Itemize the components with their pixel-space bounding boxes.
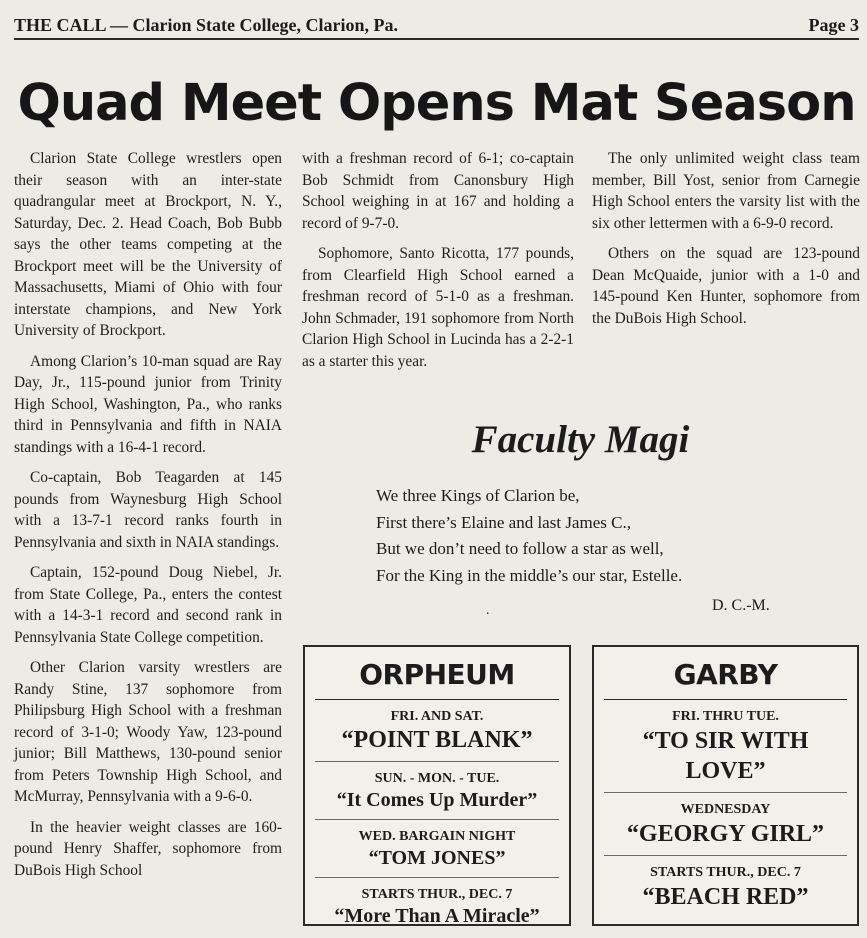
page-header: [14, 12, 859, 40]
orpheum-ad: [303, 645, 571, 926]
film-title: “POINT BLANK”: [341, 727, 533, 753]
showing-date: STARTS THUR., DEC. 7: [650, 865, 801, 880]
poem-line: But we don’t need to follow a star as well,: [376, 539, 664, 558]
showing-date: SUN. - MON. - TUE.: [374, 771, 500, 786]
film-title: “TO SIR WITH LOVE”: [642, 728, 809, 784]
page-number: Page 3: [808, 15, 859, 35]
showing-date: STARTS THUR., DEC. 7: [361, 887, 513, 902]
article-column-3: [592, 148, 860, 338]
article-column-1: [14, 148, 282, 890]
paragraph: Others on the squad are 123-pound Dean McQuaide, junior with a 1-0 and 145-pound Ken Hunter, sophomore from the DuBois High School.: [592, 245, 860, 327]
paragraph: In the heavier weight classes are 160-pound Henry Shaffer, sophomore from DuBois High School: [14, 818, 282, 879]
poem-title: Faculty Magi: [471, 418, 690, 461]
showing: [315, 820, 559, 878]
film-title: “More Than A Miracle”: [334, 905, 540, 926]
showing: [604, 700, 847, 793]
poem-signature: D. C.-M.: [712, 597, 770, 614]
paragraph: Other Clarion varsity wrestlers are Randy Stine, 137 sophomore from Philipsburg High School with a freshman record of 3-1-0; Woody Yaw, 123-pound junior; Bill Matthews, 130-pound senior from Peters Township High School, and McMurray, Pennsylvania with a 9-6-0.: [14, 659, 282, 805]
showing: [315, 700, 559, 762]
showing: [604, 793, 847, 856]
showing-date: WED. BARGAIN NIGHT: [358, 829, 516, 844]
showing-date: FRI. THRU TUE.: [672, 709, 779, 724]
showing: [315, 762, 559, 820]
paragraph: Clarion State College wrestlers open their season with an inter-state quadrangular meet at Brockport, N. Y., Saturday, Dec. 2. Head Coach, Bob Bubb says the other teams competing at the Brockport meet will be the University of Massachusetts, Miami of Ohio with four interstate champions, and New York University of Brockport.: [14, 150, 282, 339]
paragraph: Sophomore, Santo Ricotta, 177 pounds, from Clearfield High School earned a freshman record of 5-1-0 as a freshman. John Schmader, 191 sophomore from North Clarion High School in Lucinda has a 2-2-1 as a starter this year.: [302, 245, 574, 370]
film-title: “BEACH RED”: [642, 884, 809, 910]
paragraph: Among Clarion’s 10-man squad are Ray Day, Jr., 115-pound junior from Trinity High School, Washington, Pa., who ranks third in Pennsylvania and fifth in NAIA standings with a 16-4-1 record.: [14, 352, 282, 456]
garby-ad: [592, 645, 859, 926]
poem-line: We three Kings of Clarion be,: [376, 486, 580, 505]
poem-line: For the King in the middle’s our star, Estelle.: [376, 565, 683, 585]
paragraph: The only unlimited weight class team member, Bill Yost, senior from Carnegie High School enters the varsity list with the six other lettermen with a 6-9-0 record.: [592, 150, 860, 232]
poem-line: First there’s Elaine and last James C.,: [376, 512, 631, 532]
film-title: “GEORGY GIRL”: [626, 821, 825, 847]
showing-date: FRI. AND SAT.: [390, 709, 484, 724]
stray-dot: .: [486, 603, 490, 618]
showing-date: WEDNESDAY: [680, 802, 771, 817]
article-column-2: [302, 148, 574, 381]
film-title: “It Comes Up Murder”: [336, 789, 538, 811]
headline: Quad Meet Opens Mat Season: [17, 74, 856, 133]
paragraph: Captain, 152-pound Doug Niebel, Jr. from State College, Pa., enters the contest with a 14-3-1 record and second rank in Pennsylvania State College competition.: [14, 564, 282, 646]
paragraph: with a freshman record of 6-1; co-captain Bob Schmidt from Canonsbury High School weighing in at 167 and holding a record of 9-7-0.: [302, 150, 574, 232]
film-title: “TOM JONES”: [368, 847, 506, 869]
paragraph: Co-captain, Bob Teagarden at 145 pounds from Waynesburg High School with a 13-7-1 record ranks fourth in Pennsylvania and sixth in NAIA standings.: [14, 469, 282, 551]
showing: [604, 856, 847, 918]
publication-line: THE CALL — Clarion State College, Clarion, Pa.: [14, 15, 398, 35]
theater-name: GARBY: [604, 647, 847, 700]
poem: [376, 483, 846, 589]
theater-name: ORPHEUM: [315, 647, 559, 700]
showing: [315, 878, 559, 926]
